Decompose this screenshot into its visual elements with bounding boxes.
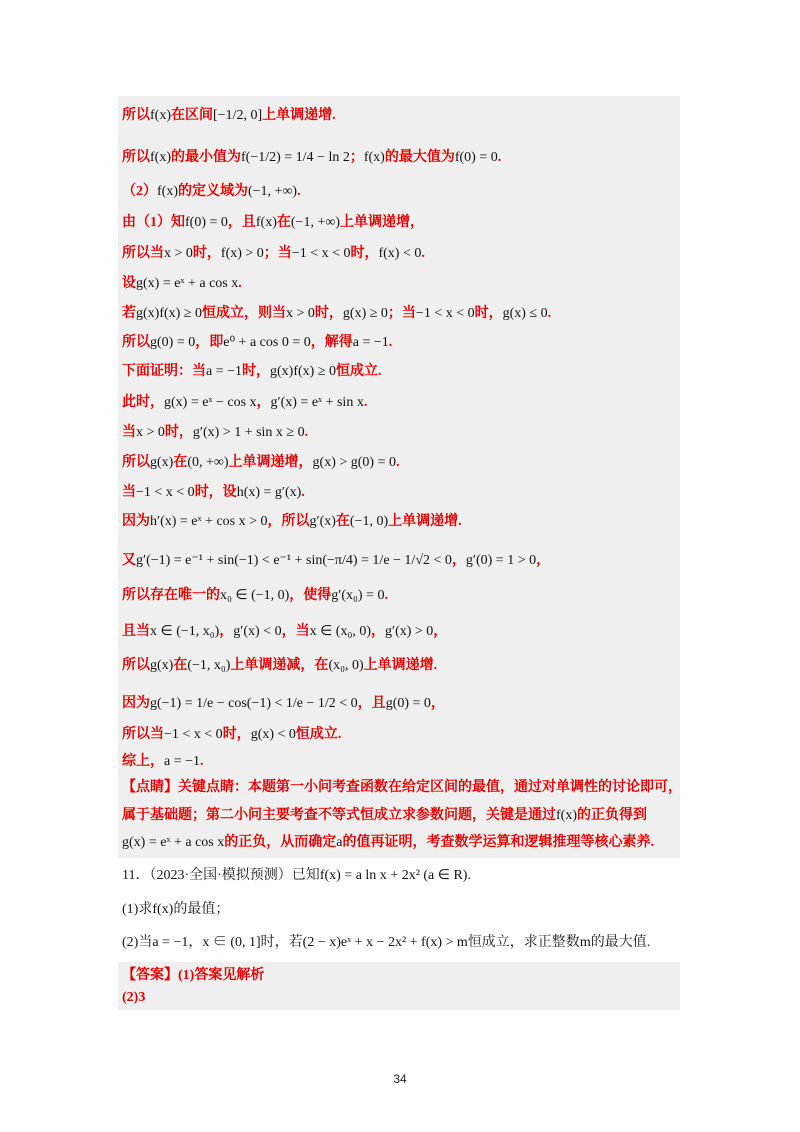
math-expression: g′(x) xyxy=(309,514,336,529)
math-expression: (x₀, 0) xyxy=(328,658,364,673)
question-title-line xyxy=(122,866,678,886)
math-expression: g(x) > g(0) = 0 xyxy=(312,455,396,470)
solution-line xyxy=(122,752,678,772)
math-expression: (2 − x)eˣ + x − 2x² + f(x) > m xyxy=(302,935,468,950)
math-expression: g′(x₀) = 0 xyxy=(331,588,385,603)
solution-line xyxy=(122,833,678,853)
text-run: 在 xyxy=(173,455,188,470)
math-expression: h′(x) = eˣ + cos x > 0 xyxy=(150,514,268,529)
text-run: 在 xyxy=(173,658,188,673)
math-expression: a = −1 xyxy=(164,754,201,769)
math-expression: f(x) > 0 xyxy=(220,246,264,261)
text-run: 时，设 xyxy=(194,485,237,500)
math-expression: a = −1 xyxy=(152,935,189,950)
text-run: 所以 xyxy=(122,455,150,470)
text-run: 因为 xyxy=(122,696,150,711)
text-run: ，使得 xyxy=(289,588,332,603)
text-run: ； xyxy=(349,150,364,165)
solution-line xyxy=(122,806,678,826)
math-expression: a = −1 xyxy=(206,364,243,379)
math-expression: g′(x) < 0 xyxy=(233,624,282,639)
text-run: 的正负得到 xyxy=(577,808,647,823)
math-expression: g(x) xyxy=(150,455,174,470)
math-expression: g(x) = eˣ − cos x xyxy=(164,395,257,410)
math-expression: g(x) = eˣ + a cos x xyxy=(122,835,225,850)
text-run: 此时， xyxy=(122,395,164,410)
text-run: (1)求 xyxy=(122,902,153,917)
text-run: . xyxy=(395,455,400,470)
text-run: 时， xyxy=(474,306,503,321)
text-run: . xyxy=(384,588,388,603)
text-run: 在 xyxy=(335,514,350,529)
solution-line xyxy=(122,586,678,606)
math-expression: x > 0 xyxy=(136,425,165,440)
text-run: (2)当 xyxy=(122,935,153,950)
text-run: 在区间 xyxy=(171,108,213,123)
page-number: 34 xyxy=(393,1072,407,1086)
math-expression: f(x) xyxy=(255,215,277,230)
text-run: ，所以 xyxy=(267,514,310,529)
math-expression: a = −1 xyxy=(352,335,389,350)
text-run: 上单调递增， xyxy=(340,215,424,230)
text-run: . xyxy=(388,335,393,350)
question-part-1 xyxy=(122,900,678,920)
text-run: 所以当 xyxy=(122,727,164,742)
text-run: 【点睛】关键点睛：本题第一小问考查函数在给定区间的最值，通过对单调性的讨论即可， xyxy=(122,780,682,795)
solution-line xyxy=(122,778,682,798)
solution-line xyxy=(122,725,678,745)
math-expression: x ∈ (0, 1] xyxy=(202,935,261,950)
math-expression: g(x) ≥ 0 xyxy=(342,306,388,321)
text-run: . xyxy=(497,150,502,165)
text-run: 的值再证明，考查数学运算和逻辑推理等核心素养. xyxy=(342,835,654,850)
text-run: 时， xyxy=(222,727,251,742)
math-expression: (−1, x₀) xyxy=(187,658,231,673)
solution-line xyxy=(122,656,678,676)
text-run: 上单调递增. xyxy=(388,514,462,529)
solution-line xyxy=(122,106,678,126)
text-run: 上单调递增. xyxy=(262,108,336,123)
answer-line xyxy=(122,966,678,986)
math-expression: g(x) ≤ 0 xyxy=(502,306,548,321)
math-expression: f(x) xyxy=(152,902,174,917)
answer-line xyxy=(122,988,678,1008)
math-expression: f(x) xyxy=(150,150,171,165)
text-run: 在 xyxy=(276,215,291,230)
math-expression: −1 < x < 0 xyxy=(415,306,475,321)
text-run: ， xyxy=(219,624,234,639)
question-part-2 xyxy=(122,933,678,953)
math-expression: f(x) < 0 xyxy=(378,246,422,261)
text-run: 的最值； xyxy=(173,902,230,917)
math-expression: x > 0 xyxy=(286,306,315,321)
text-run: ，解得 xyxy=(310,335,353,350)
text-run: 若 xyxy=(122,306,136,321)
math-expression: g(x)f(x) ≥ 0 xyxy=(136,306,202,321)
text-run: 属于基础题；第二小问主要考查不等式恒成立求参数问题，关键是通过 xyxy=(122,808,556,823)
text-run: 11．（2023·全国·模拟预测）已知 xyxy=(122,868,320,883)
solution-line xyxy=(122,362,678,382)
text-run: 因为 xyxy=(122,514,150,529)
math-expression: [−1/2, 0] xyxy=(213,108,263,123)
math-expression: g(x) < 0 xyxy=(250,727,296,742)
math-expression: x ∈ (−1, x₀) xyxy=(150,624,220,639)
text-run: 当 xyxy=(122,485,136,500)
text-run: 恒成立. xyxy=(336,364,382,379)
text-run: 的定义域为 xyxy=(178,184,248,199)
math-expression: h(x) = g′(x) xyxy=(236,485,302,500)
text-run: 恒成立. xyxy=(295,727,342,742)
text-run: ， xyxy=(430,696,445,711)
text-run: 恒成立，则当 xyxy=(202,306,286,321)
text-run: 由（1）知 xyxy=(122,215,185,230)
solution-line xyxy=(122,453,678,473)
text-run: (2)3 xyxy=(122,990,146,1005)
math-expression: f(x) xyxy=(363,150,385,165)
math-expression: (0, +∞) xyxy=(187,455,229,470)
solution-line xyxy=(122,213,678,233)
text-run: 综上， xyxy=(122,754,164,769)
text-run: 时， xyxy=(350,246,379,261)
text-run: . xyxy=(238,276,242,291)
text-run: （2） xyxy=(122,184,157,199)
math-expression: f(x) xyxy=(556,808,577,823)
text-run: ， xyxy=(451,553,466,568)
text-run: 所以 xyxy=(122,108,150,123)
math-expression: g(−1) = 1/e − cos(−1) < 1/e − 1/2 < 0 xyxy=(150,696,358,711)
math-expression: g(x)f(x) ≥ 0 xyxy=(270,364,337,379)
text-run: . xyxy=(200,754,204,769)
math-expression: g(0) = 0 xyxy=(150,335,196,350)
math-expression: x > 0 xyxy=(164,246,193,261)
text-run: 下面证明：当 xyxy=(122,364,206,379)
text-run: 时， xyxy=(164,425,193,440)
text-run: ，且 xyxy=(227,215,256,230)
text-run: ，当 xyxy=(281,624,310,639)
text-run: 又 xyxy=(122,553,136,568)
math-expression: g′(x) > 0 xyxy=(385,624,434,639)
solution-line xyxy=(122,244,678,264)
text-run: 时， xyxy=(314,306,343,321)
text-run: 所以 xyxy=(122,150,150,165)
text-run: 上单调递增， xyxy=(228,455,313,470)
text-run: 上单调递减，在 xyxy=(230,658,329,673)
text-run: . xyxy=(467,868,471,883)
math-expression: g′(−1) = e⁻¹ + sin(−1) < e⁻¹ + sin(−π/4) = 1/e − 1/√2 < 0 xyxy=(136,553,452,568)
math-expression: g′(0) = 1 > 0 xyxy=(465,553,537,568)
text-run: . xyxy=(297,184,301,199)
solution-line xyxy=(122,182,678,202)
math-expression: a xyxy=(336,835,343,850)
text-run: 的正负，从而确定 xyxy=(224,835,337,850)
text-run: 设 xyxy=(122,276,136,291)
text-run: 的最小值为 xyxy=(171,150,241,165)
math-expression: (−1, +∞) xyxy=(248,184,298,199)
text-run: 时， xyxy=(192,246,221,261)
text-run: ， xyxy=(433,624,448,639)
solution-line xyxy=(122,274,678,294)
math-expression: g′(x) > 1 + sin x ≥ 0 xyxy=(192,425,305,440)
math-expression: x ∈ (x₀, 0) xyxy=(309,624,371,639)
math-expression: f(x) xyxy=(157,184,178,199)
solution-line xyxy=(122,622,678,642)
text-run: ， xyxy=(188,935,203,950)
solution-line xyxy=(122,423,678,443)
solution-line xyxy=(122,694,678,714)
math-expression: g′(x) = eˣ + sin x xyxy=(270,395,364,410)
text-run: ， xyxy=(256,395,271,410)
math-expression: −1 < x < 0 xyxy=(164,727,223,742)
math-expression: (−1, +∞) xyxy=(290,215,340,230)
text-run: . xyxy=(547,306,552,321)
math-expression: m xyxy=(579,935,591,950)
solution-line xyxy=(122,148,678,168)
math-expression: f(−1/2) = 1/4 − ln 2 xyxy=(241,150,350,165)
text-run: 所以 xyxy=(122,335,150,350)
text-run: 【答案】(1)答案见解析 xyxy=(122,968,265,983)
solution-line xyxy=(122,393,678,413)
solution-line xyxy=(122,551,678,571)
text-run: ；当 xyxy=(263,246,292,261)
text-run: 所以 xyxy=(122,658,150,673)
text-run: ，且 xyxy=(357,696,386,711)
math-expression: g(x) = eˣ + a cos x xyxy=(136,276,239,291)
math-expression: −1 < x < 0 xyxy=(136,485,195,500)
math-expression: g(0) = 0 xyxy=(385,696,431,711)
text-run: 当 xyxy=(122,425,136,440)
math-expression: x₀ ∈ (−1, 0) xyxy=(220,588,290,603)
solution-line xyxy=(122,512,678,532)
text-run: 且当 xyxy=(122,624,150,639)
math-expression: −1 < x < 0 xyxy=(291,246,351,261)
text-run: 恒成立，求正整数 xyxy=(467,935,580,950)
text-run: ， xyxy=(536,553,551,568)
solution-line xyxy=(122,483,678,503)
math-expression: f(x) xyxy=(150,108,171,123)
solution-line xyxy=(122,333,678,353)
text-run: ，即 xyxy=(195,335,224,350)
solution-line xyxy=(122,304,678,324)
math-expression: f(x) = a ln x + 2x² (a ∈ R) xyxy=(319,868,468,883)
text-run: ；当 xyxy=(387,306,416,321)
text-run: 所以当 xyxy=(122,246,164,261)
text-run: . xyxy=(301,485,305,500)
text-run: 时， xyxy=(242,364,271,379)
text-run: . xyxy=(304,425,309,440)
math-expression: f(0) = 0 xyxy=(454,150,498,165)
text-run: 的最大值为 xyxy=(384,150,455,165)
math-expression: f(0) = 0 xyxy=(185,215,228,230)
math-expression: e⁰ + a cos 0 = 0 xyxy=(223,335,311,350)
text-run: . xyxy=(363,395,368,410)
text-run: 所以存在唯一的 xyxy=(122,588,220,603)
text-run: ， xyxy=(371,624,385,639)
text-run: . xyxy=(421,246,425,261)
text-run: 时，若 xyxy=(260,935,303,950)
text-run: 的最大值. xyxy=(590,935,651,950)
text-run: 上单调递增. xyxy=(363,658,438,673)
math-expression: g(x) xyxy=(150,658,174,673)
math-expression: (−1, 0) xyxy=(349,514,389,529)
